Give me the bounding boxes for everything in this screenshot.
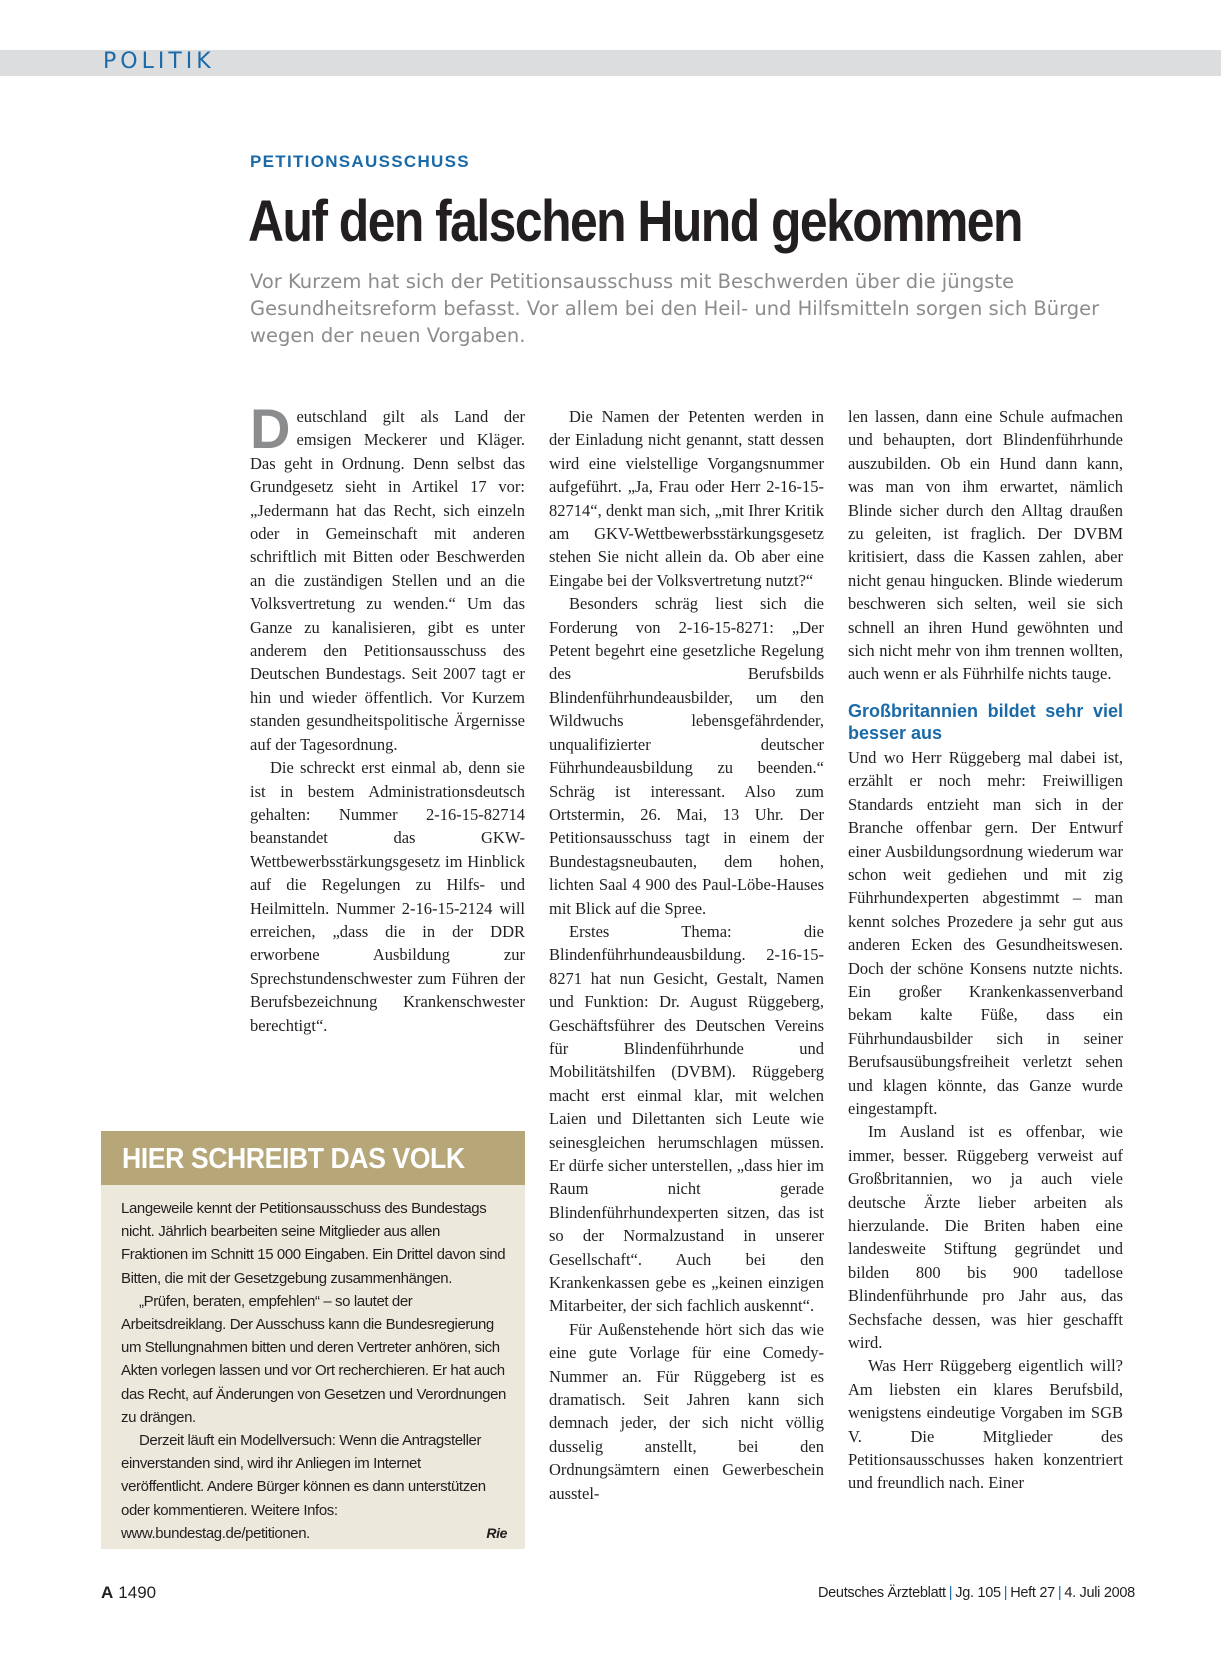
page-number — [101, 1583, 156, 1603]
paragraph: Erstes Thema: die Blindenführhundeausbildung. 2-16-15-8271 hat nun Gesicht, Gestalt, Namen und Funktion: Dr. August Rüggeberg, Geschäftsführer des Deutschen Vereins für Blindenführhunde und Mobilitätshilfen (DVBM). Rüggeberg macht erst einmal klar, mit welchen Laien und Dilettanten sich Leute wie seinesgleichen herumschlagen müssen. Er dürfe sicher unterstellen, „dass hier im Raum nicht gerade Blindenführhundexperten sitzen, das ist so der Normalzustand in unserer Gesellschaft“. Auch bei den Krankenkassen gebe es „keinen einzigen Mitarbeiter, der sich fachlich auskennt“. — [549, 921, 824, 1316]
article-lead: Vor Kurzem hat sich der Petitionsausschuss mit Beschwerden über die jüngste Gesundheitsreform befasst. Vor allem bei den Heil- und Hilfsmitteln sorgen sich Bürger wegen der neuen Vorgaben. — [250, 270, 1100, 347]
info-box-title: HIER SCHREIBT DAS VOLK — [122, 1143, 465, 1175]
paragraph: Was Herr Rüggeberg eigentlich will? Am liebsten ein klares Berufsbild, wenigstens eindeutige Vorgaben im SGB V. Die Mitglieder des Petitionsausschusses haken konzentriert und freundlich nach. Einer — [848, 1356, 1123, 1493]
page-prefix: A — [101, 1583, 114, 1602]
separator: | — [948, 1585, 953, 1601]
paragraph: Für Außenstehende hört sich das wie eine gute Vorlage für eine Comedy-Nummer an. Für Rüggeberg ist es dramatisch. Seit Jahren kann sich demnach jeder, der sich nicht völlig dusselig anstellt, bei den Ordnungsämtern einen Gewerbeschein ausstel- — [549, 1319, 824, 1503]
info-box-body — [101, 1185, 525, 1545]
issue-date: 4. Juli 2008 — [1064, 1585, 1135, 1601]
paragraph: „Prüfen, beraten, empfehlen“ – so lautet der Arbeitsdreiklang. Der Ausschuss kann die Bundesregierung um Stellungnahmen bitten und deren Vertreter anhören, sich Akten vorlegen lassen und vor Ort recherchieren. Er hat auch das Recht, auf Änderungen von Gesetzen und Verordnungen zu drängen. — [121, 1292, 506, 1426]
article-headline: Auf den falschen Hund gekommen — [248, 189, 1022, 254]
separator: | — [1003, 1585, 1008, 1601]
paragraph: Und wo Herr Rüggeberg mal dabei ist, erzählt er noch mehr: Freiwilligen Standards entzieht man sich in der Branche offenbar gern. Der Entwurf einer Ausbildungsordnung wiederum war schon weit gediehen und mit zig Führhundexperten abgestimmt – man kennt solches Prozedere ja sehr gut aus anderen Ecken des Gesundheitswesen. Doch der schöne Konsens nutzte nichts. Ein großer Krankenkassenverband bekam kalte Füße, dass ein Führhundausbilder sich in seiner Berufsausübungsfreiheit verletzt sehen und klagen könnte, das Ganze wurde eingestampft. — [848, 747, 1123, 1118]
paragraph: Langeweile kennt der Petitionsausschuss des Bundestags nicht. Jährlich bearbeiten seine Mitglieder aus allen Fraktionen im Schnitt 15 000 Eingaben. Ein Drittel davon sind Bitten, die mit der Gesetzgebung zusammenhängen. — [121, 1200, 506, 1287]
text-column-1 — [250, 397, 525, 1037]
text-column-3 — [848, 405, 1123, 1495]
text-column-2 — [549, 405, 824, 1505]
paragraph: len lassen, dann eine Schule aufmachen und behaupten, dort Blindenführhunde auszubilden. Ob ein Hund dann kann, was man von ihm erwartet, nämlich Blinde sicher durch den Alltag draußen zu geleiten, ist fraglich. Der DVBM kritisiert, dass die Kassen zahlen, aber nicht genau hingucken. Blinde wiederum beschweren sich selten, weil sie sich schnell an ihren Hund gewöhnten und sich nicht mehr von ihm trennen wollten, auch wenn er als Führhilfe nichts tauge. — [848, 407, 1123, 684]
author-signature: Rie — [486, 1524, 507, 1541]
subheading: Großbritannien bildet sehr viel besser aus — [848, 700, 1123, 743]
issue: Heft 27 — [1010, 1585, 1055, 1601]
publication-name: Deutsches Ärzteblatt — [818, 1585, 946, 1601]
paragraph: Besonders schräg liest sich die Forderung von 2-16-15-8271: „Der Petent begehrt eine gesetzliche Regelung des Berufsbilds Blindenführhundeausbilder, um den Wildwuchs lebensgefährdender, unqualifizierter deutscher Führhundeausbildung zu beenden.“ Schräg ist interessant. Also zum Ortstermin, 26. Mai, 13 Uhr. Der Petitionsausschuss tagt in einem der Bundestagsneubauten, dem hohen, lichten Saal 4 900 des Paul-Löbe-Hauses mit Blick auf die Spree. — [549, 594, 824, 918]
drop-cap: D — [250, 397, 291, 460]
page-number-value: 1490 — [118, 1583, 157, 1602]
publication-info — [818, 1585, 1135, 1601]
paragraph: Im Ausland ist es offenbar, wie immer, besser. Rüggeberg verweist auf Großbritannien, wo ja auch viele deutsche Ärzte lieber arbeiten als hierzulande. Die Briten haben eine landesweite Stiftung gegründet und bilden 800 bis 900 tadellose Blindenführhunde pro Jahr aus, das Sechsfache dessen, was hier geschafft wird. — [848, 1122, 1123, 1353]
separator: | — [1057, 1585, 1062, 1601]
info-box-header — [101, 1131, 525, 1185]
section-label: POLITIK — [103, 49, 215, 74]
paragraph — [250, 397, 525, 756]
paragraph — [121, 1429, 507, 1545]
paragraph: Die schreckt erst einmal ab, denn sie ist in bestem Administrationsdeutsch gehalten: Nummer 2-16-15-82714 beanstandet das GKW-Wettbewerbsstärkungsgesetz im Hinblick auf die Regelungen zu Hilfs- und Heilmitteln. Nummer 2-16-15-2124 will erreichen, „dass die in der DDR erworbene Ausbildung zur Sprechstundenschwester zum Führen der Berufsbezeichnung Krankenschwester berechtigt“. — [250, 758, 525, 1035]
paragraph: Die Namen der Petenten werden in der Einladung nicht genannt, statt dessen wird eine vielstellige Vorgangsnummer aufgeführt. „Ja, Frau oder Herr 2-16-15-82714“, denkt man sich, „mit Ihrer Kritik am GKV-Wettbewerbsstärkungsgesetz stehen Sie nicht allein da. Ob aber eine Eingabe bei der Volksvertretung nutzt?“ — [549, 407, 824, 590]
info-box — [101, 1131, 525, 1549]
volume: Jg. 105 — [955, 1585, 1001, 1601]
paragraph-text: eutschland gilt als Land der emsigen Meckerer und Kläger. Das geht in Ordnung. Denn selbst das Grundgesetz sieht in Artikel 17 vor: „Jedermann hat das Recht, sich einzeln oder in Gemeinschaft mit anderen schriftlich mit Bitten oder Beschwerden an die zuständigen Stellen und an die Volksvertretung zu wenden.“ Um das Ganze zu kanalisieren, gibt es unter anderem den Petitionsausschuss des Deutschen Bundestags. Seit 2007 tagt er hin und wieder öffentlich. Vor Kurzem standen gesundheitspolitische Ärgernisse auf der Tagesordnung. — [250, 407, 525, 754]
paragraph-text: Derzeit läuft ein Modellversuch: Wenn die Antragsteller einverstanden sind, wird ihr Anliegen im Internet veröffentlicht. Andere Bürger können es dann unterstützen oder kommentieren. Weitere Infos: www.bundestag.de/petitionen. — [121, 1432, 486, 1542]
article-kicker: PETITIONSAUSSCHUSS — [250, 152, 470, 171]
